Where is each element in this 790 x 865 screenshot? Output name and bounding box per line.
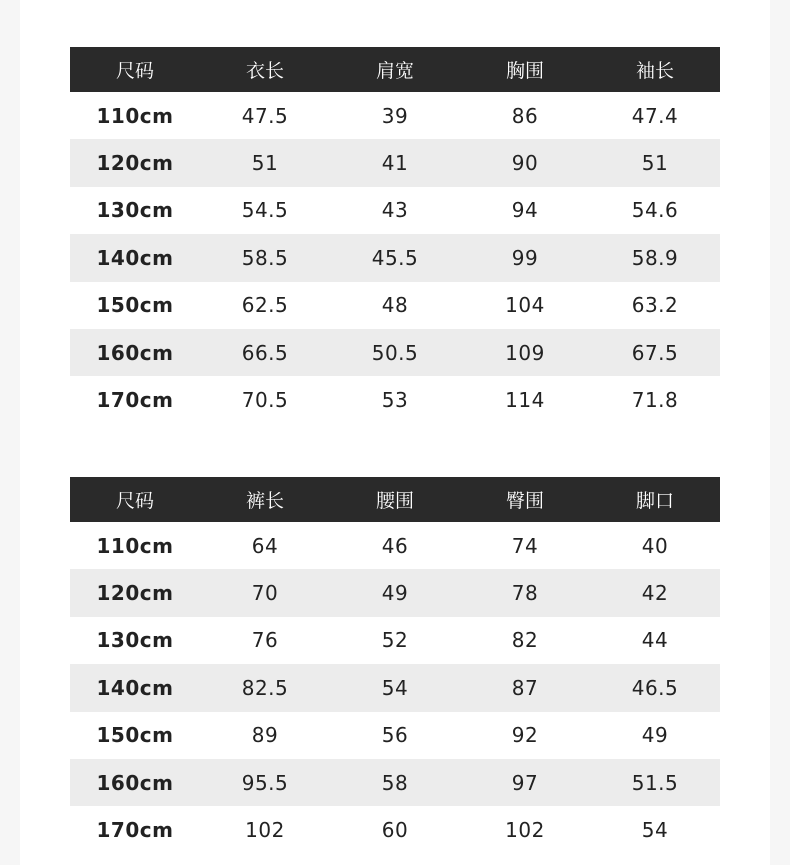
measurement-cell: 48 [381,293,409,318]
measurement-cell: 102 [505,818,545,843]
measurement-cell: 95.5 [241,770,289,795]
measurement-cell: 49 [641,723,669,748]
measurement-cell: 54.5 [241,198,289,223]
measurement-cell: 47.4 [631,103,679,128]
measurement-cell: 50.5 [371,340,419,365]
measurement-cell: 109 [505,340,545,365]
measurement-cell: 51 [641,151,669,176]
table-row [70,329,720,376]
measurement-cell: 51.5 [631,770,679,795]
table-row [70,187,720,234]
measurement-cell: 52 [381,628,409,653]
measurement-cell: 86 [511,103,539,128]
table-row [70,522,720,569]
measurement-cell: 74 [511,533,539,558]
table-row [70,617,720,664]
column-header: 胸围 [505,60,544,82]
size-label-cell: 160cm [96,340,174,365]
measurement-cell: 64 [251,533,279,558]
measurement-cell: 51 [251,151,279,176]
column-header: 脚口 [635,490,674,512]
size-label-cell: 130cm [96,198,174,223]
measurement-cell: 41 [381,151,409,176]
size-label-cell: 110cm [96,103,174,128]
size-label-cell: 110cm [96,533,174,558]
table-row [70,712,720,759]
measurement-cell: 90 [511,151,539,176]
measurement-cell: 60 [381,818,409,843]
measurement-cell: 46 [381,533,409,558]
measurement-cell: 58.5 [241,245,289,270]
table-row [70,234,720,281]
size-label-cell: 170cm [96,818,174,843]
measurement-cell: 104 [505,293,545,318]
table-row [70,139,720,186]
measurement-cell: 46.5 [631,675,679,700]
measurement-cell: 99 [511,245,539,270]
measurement-cell: 63.2 [631,293,679,318]
measurement-cell: 53 [381,388,409,413]
table-body [70,92,720,424]
size-chart-panel [20,0,770,865]
measurement-cell: 44 [641,628,669,653]
table-row [70,806,720,853]
size-label-cell: 140cm [96,675,174,700]
size-label-cell: 140cm [96,245,174,270]
table-row [70,282,720,329]
measurement-cell: 87 [511,675,539,700]
size-label-cell: 120cm [96,151,174,176]
column-header: 裤长 [245,490,284,512]
measurement-cell: 89 [251,723,279,748]
measurement-cell: 66.5 [241,340,289,365]
column-header: 衣长 [245,60,284,82]
measurement-cell: 71.8 [631,388,679,413]
measurement-cell: 67.5 [631,340,679,365]
column-header: 袖长 [635,60,674,82]
table-row [70,759,720,806]
size-label-cell: 170cm [96,388,174,413]
measurement-cell: 102 [245,818,285,843]
measurement-cell: 92 [511,723,539,748]
bottoms-size-table [70,477,720,854]
measurement-cell: 114 [505,388,545,413]
measurement-cell: 47.5 [241,103,289,128]
measurement-cell: 78 [511,581,539,606]
measurement-cell: 39 [381,103,409,128]
table-header-row [70,47,720,92]
table-row [70,569,720,616]
table-body [70,522,720,854]
measurement-cell: 62.5 [241,293,289,318]
table-row [70,92,720,139]
column-header: 肩宽 [375,60,414,82]
size-label-cell: 120cm [96,581,174,606]
table-row [70,376,720,423]
measurement-cell: 45.5 [371,245,419,270]
measurement-cell: 58.9 [631,245,679,270]
column-header: 尺码 [115,490,154,512]
size-label-cell: 160cm [96,770,174,795]
measurement-cell: 82 [511,628,539,653]
measurement-cell: 82.5 [241,675,289,700]
measurement-cell: 54.6 [631,198,679,223]
measurement-cell: 58 [381,770,409,795]
measurement-cell: 70.5 [241,388,289,413]
table-header-row [70,477,720,522]
measurement-cell: 49 [381,581,409,606]
size-label-cell: 150cm [96,293,174,318]
column-header: 臀围 [505,490,544,512]
column-header: 腰围 [375,490,414,512]
measurement-cell: 43 [381,198,409,223]
measurement-cell: 40 [641,533,669,558]
measurement-cell: 54 [641,818,669,843]
measurement-cell: 54 [381,675,409,700]
measurement-cell: 56 [381,723,409,748]
column-header: 尺码 [115,60,154,82]
measurement-cell: 76 [251,628,279,653]
measurement-cell: 70 [251,581,279,606]
size-label-cell: 130cm [96,628,174,653]
measurement-cell: 97 [511,770,539,795]
measurement-cell: 94 [511,198,539,223]
tops-size-table [70,47,720,424]
table-row [70,664,720,711]
size-label-cell: 150cm [96,723,174,748]
measurement-cell: 42 [641,581,669,606]
